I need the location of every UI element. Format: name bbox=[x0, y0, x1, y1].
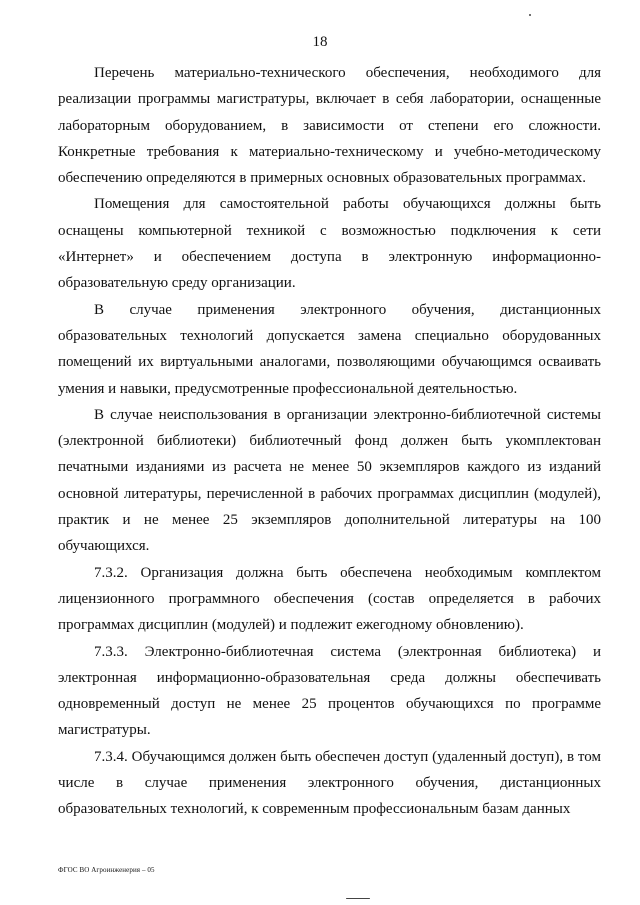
document-body bbox=[58, 60, 601, 823]
page-number: 18 bbox=[312, 34, 328, 50]
paragraph-e-learning: В случае применения электронного обучения, дистанционных образовательных технологий допускается замена специально оборудованных помещений их виртуальными аналогами, позволяющими обучающимся осваивать умения и навыки, предусмотренные профессиональной деятельностью. bbox=[58, 301, 601, 397]
paragraph-self-study-rooms: Помещения для самостоятельной работы обучающихся должны быть оснащены компьютерной техникой с возможностью подключения к сети «Интернет» и обеспечением доступа в электронную информационно-образовательную среду организации. bbox=[58, 196, 601, 292]
paragraph-material-support: Перечень материально-технического обеспечения, необходимого для реализации программы магистратуры, включает в себя лаборатории, оснащенные лабораторным оборудованием, в зависимости от степени его сложности. Конкретные требования к материально-техническому и учебно-методическому обеспечению определяются в примерных основных образовательных программах. bbox=[58, 65, 601, 187]
scan-mark bbox=[346, 898, 370, 899]
footer-standard-code: ФГОС ВО Агроинженерия – 05 bbox=[58, 866, 155, 874]
paragraph-library-fund: В случае неиспользования в организации электронно-библиотечной системы (электронной библиотеки) библиотечный фонд должен быть укомплектован печатными изданиями из расчета не менее 50 экземпляров каждого из изданий основной литературы, перечисленной в рабочих программах дисциплин (модулей), практик и не менее 25 экземпляров дополнительной литературы на 100 обучающихся. bbox=[58, 406, 601, 555]
paragraph-7-3-4: 7.3.4. Обучающимся должен быть обеспечен доступ (удаленный доступ), в том числе в случае применения электронного обучения, дистанционных образовательных технологий, к современным профессиональным базам данных bbox=[58, 748, 601, 818]
paragraph-7-3-3: 7.3.3. Электронно-библиотечная система (электронная библиотека) и электронная информационно-образовательная среда должны обеспечивать одновременный доступ не менее 25 процентов обучающихся по программе магистратуры. bbox=[58, 643, 601, 739]
scan-speck bbox=[529, 14, 531, 16]
paragraph-7-3-2: 7.3.2. Организация должна быть обеспечена необходимым комплектом лицензионного программного обеспечения (состав определяется в рабочих программах дисциплин (модулей) и подлежит ежегодному обновлению). bbox=[58, 564, 601, 634]
